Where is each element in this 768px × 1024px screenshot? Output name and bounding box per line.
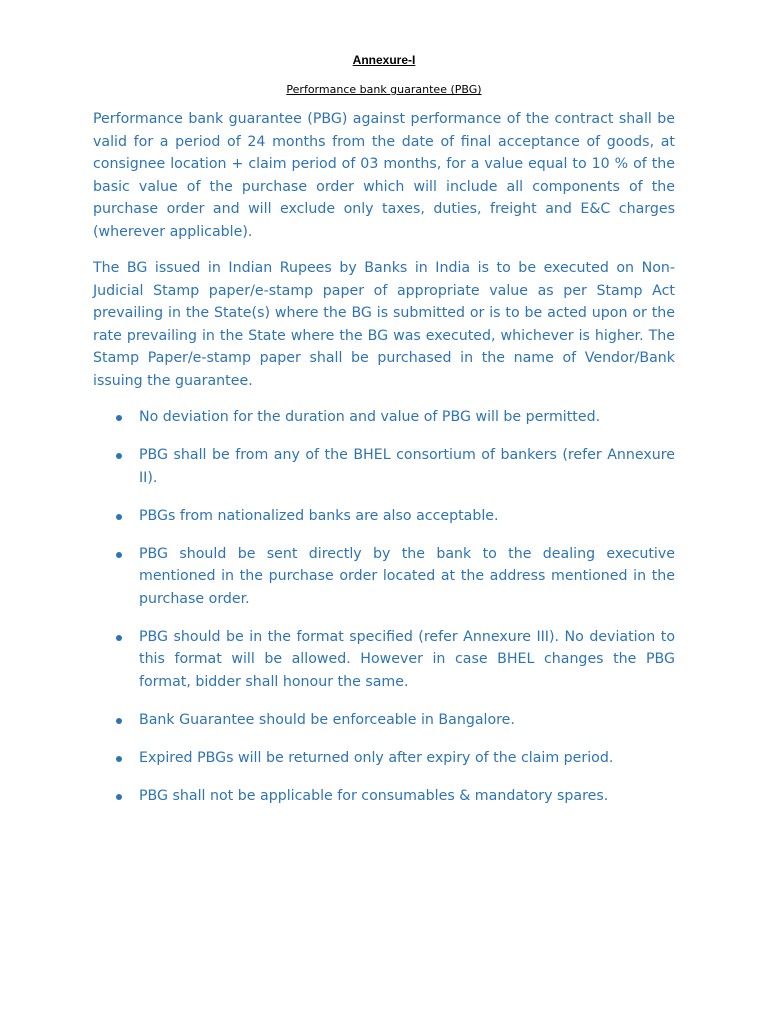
paragraph-bg-stamp-paper: The BG issued in Indian Rupees by Banks in India is to be executed on Non-Judicial Stamp paper/e-stamp paper of appropriate value as per Stamp Act prevailing in the State(s) where the BG is submitted or is to be acted upon or the rate prevailing in the State where the BG was executed, whichever is higher. The Stamp Paper/e-stamp paper shall be purchased in the name of Vendor/Bank issuing the guarantee.	[93, 260, 675, 389]
list-item-text: PBGs from nationalized banks are also acceptable.	[139, 507, 499, 524]
bullet-icon	[116, 415, 122, 421]
bullet-icon	[116, 718, 122, 724]
list-item	[93, 505, 675, 528]
list-item	[93, 709, 675, 732]
list-item	[93, 785, 675, 808]
list-item-text: PBG shall not be applicable for consumables & mandatory spares.	[139, 787, 609, 804]
document-page	[93, 52, 675, 823]
list-item-text: Bank Guarantee should be enforceable in Bangalore.	[139, 711, 515, 728]
paragraph-pbg-validity: Performance bank guarantee (PBG) against performance of the contract shall be valid for a period of 24 months from the date of final acceptance of goods, at consignee location + claim period of 03 months, for a value equal to 10 % of the basic value of the purchase order which will include all components of the purchase order and will exclude only taxes, duties, freight and E&C charges (wherever applicable).	[93, 111, 675, 240]
list-item-text: PBG should be sent directly by the bank to the dealing executive mentioned in the purchase order located at the address mentioned in the purchase order.	[139, 545, 675, 607]
list-item-text: Expired PBGs will be returned only after expiry of the claim period.	[139, 749, 614, 766]
bullet-icon	[116, 794, 122, 800]
pbg-conditions-list	[93, 406, 675, 807]
list-item	[93, 626, 675, 694]
bullet-icon	[116, 453, 122, 459]
list-item	[93, 444, 675, 489]
list-item-text: PBG should be in the format specified (refer Annexure III). No deviation to this format will be allowed. However in case BHEL changes the PBG format, bidder shall honour the same.	[139, 628, 675, 690]
list-item-text: No deviation for the duration and value of PBG will be permitted.	[139, 409, 601, 425]
bullet-icon	[116, 552, 122, 558]
annexure-title: Annexure-I	[352, 53, 416, 67]
list-item	[93, 406, 675, 429]
bullet-icon	[116, 514, 122, 520]
bullet-icon	[116, 635, 122, 641]
annexure-subtitle: Performance bank guarantee (PBG)	[286, 83, 482, 96]
list-item-text: PBG shall be from any of the BHEL consortium of bankers (refer Annexure II).	[139, 447, 675, 486]
bullet-icon	[116, 756, 122, 762]
list-item	[93, 747, 675, 770]
list-item	[93, 543, 675, 611]
